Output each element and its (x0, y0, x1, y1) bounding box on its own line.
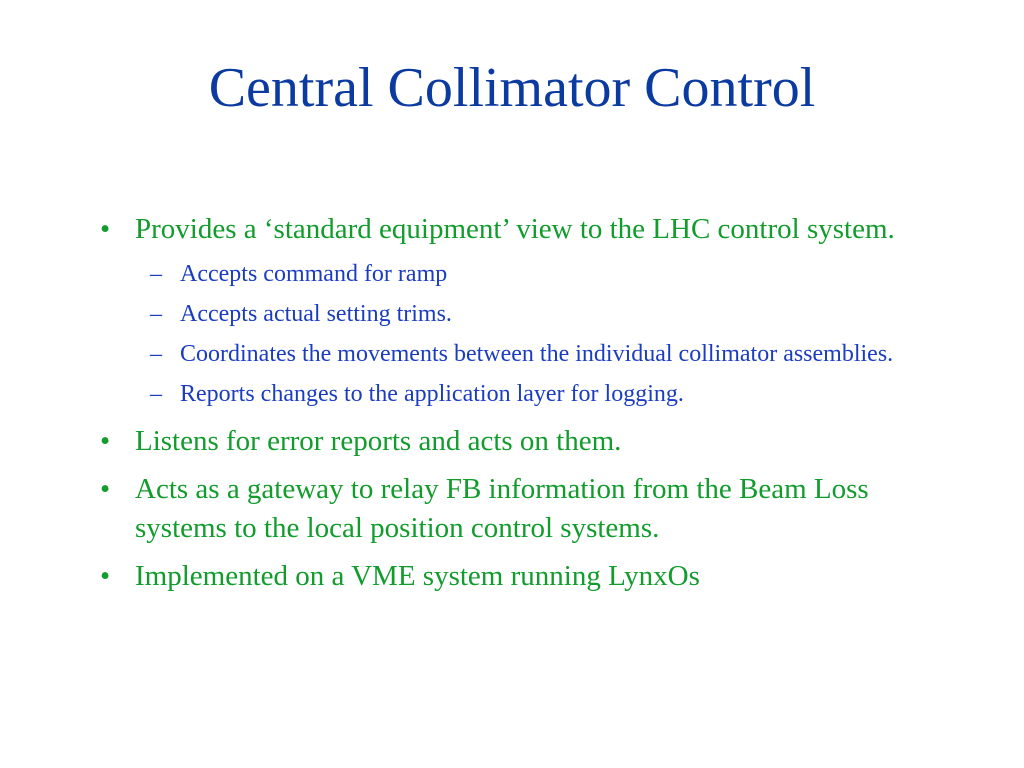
sub-bullet-item (96, 338, 946, 370)
sub-bullet-item (96, 378, 946, 410)
bullet-marker: • (100, 560, 111, 592)
dash-marker: – (150, 301, 162, 327)
sub-bullet-text: Coordinates the movements between the individual collimator assemblies. (180, 341, 894, 367)
sub-bullet-text: Accepts actual setting trims. (180, 301, 452, 327)
bullet-text: Provides a ‘standard equipment’ view to the LHC control system. (135, 213, 895, 245)
bullet-marker: • (100, 473, 111, 505)
bullet-item (96, 210, 946, 249)
slide-title: Central Collimator Control (208, 57, 816, 119)
bullet-text: Implemented on a VME system running LynxOs (135, 560, 700, 592)
dash-marker: – (150, 381, 162, 407)
bullet-text: Acts as a gateway to relay FB information from the Beam Loss systems to the local position control systems. (135, 473, 869, 544)
dash-marker: – (150, 341, 162, 367)
sub-bullet-item (96, 298, 946, 330)
bullet-item (96, 422, 946, 461)
bullet-marker: • (100, 425, 111, 457)
sub-bullet-list (96, 258, 946, 410)
sub-bullet-item (96, 258, 946, 290)
bullet-item (96, 557, 946, 596)
dash-marker: – (150, 261, 162, 287)
bullet-marker: • (100, 213, 111, 245)
bullet-text: Listens for error reports and acts on them. (135, 425, 622, 457)
bullet-item (96, 470, 946, 548)
sub-bullet-text: Accepts command for ramp (180, 261, 448, 287)
sub-bullet-text: Reports changes to the application layer for logging. (180, 381, 684, 407)
bullet-list (96, 210, 946, 605)
